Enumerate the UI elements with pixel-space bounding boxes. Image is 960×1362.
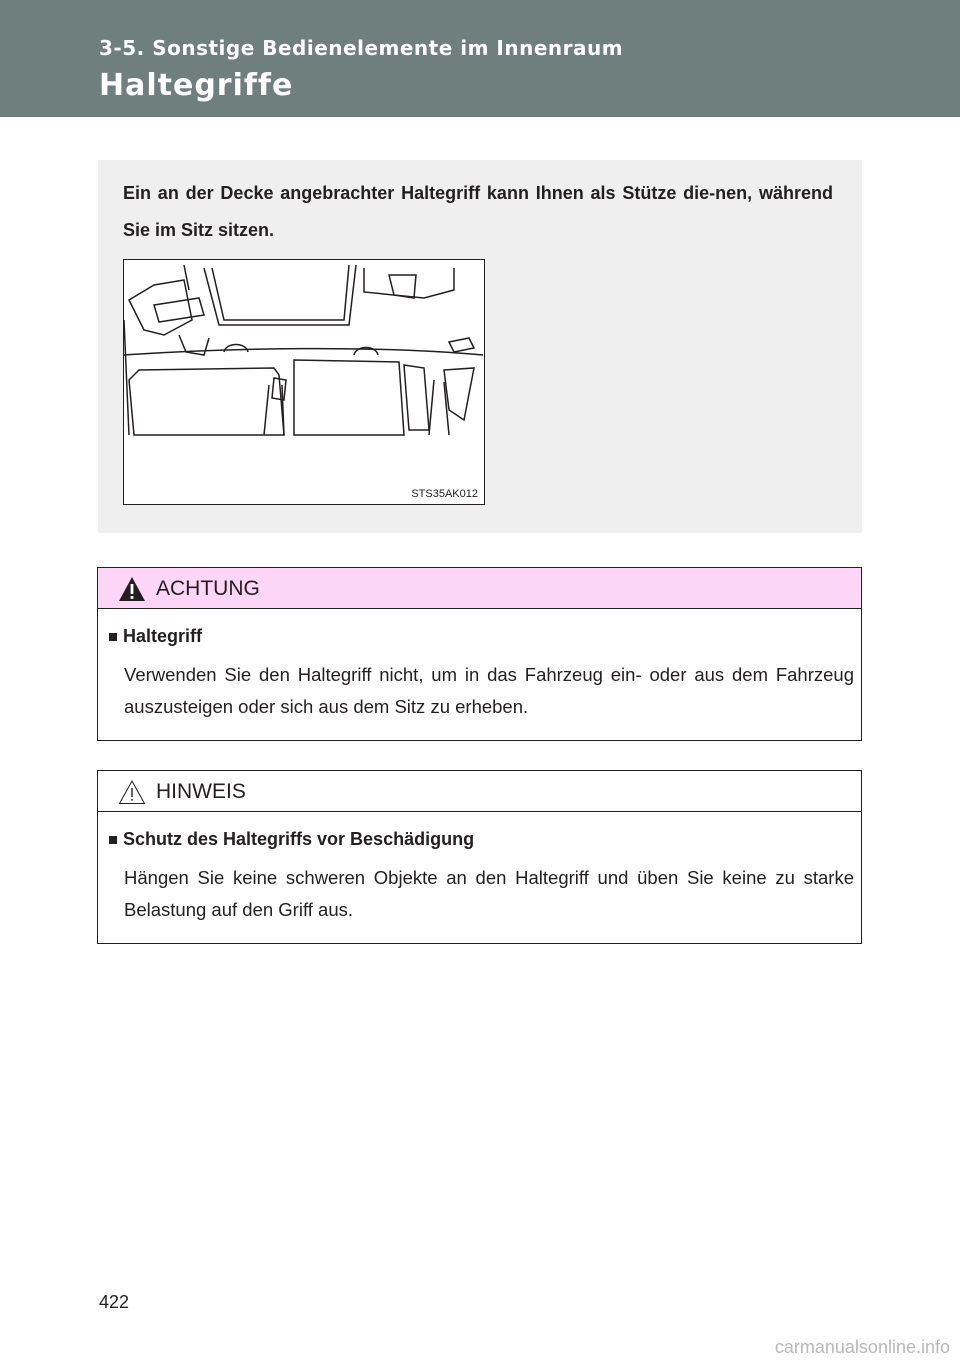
intro-text: Ein an der Decke angebrachter Haltegriff kann Ihnen als Stütze die-nen, während Sie im Sitz sitzen. [123,183,833,240]
notice-header [98,771,861,812]
page-title: Haltegriffe [99,68,294,103]
ceiling-illustration [124,260,483,503]
bullet-square-icon [109,633,117,641]
section-title: 3-5. Sonstige Bedienelemente im Innenraum [99,36,624,60]
caution-heading-row [109,626,202,647]
intro-box [98,160,862,533]
figure-code: STS35AK012 [411,488,478,500]
notice-box [97,770,862,944]
watermark: carmanualsonline.info [774,1337,950,1357]
notice-heading: Schutz des Haltegriffs vor Beschädigung [123,829,475,849]
caution-label: ACHTUNG [156,577,260,600]
caution-text: Verwenden Sie den Haltegriff nicht, um in das Fahrzeug ein- oder aus dem Fahrzeug auszusteigen oder sich aus dem Sitz zu erheben. [124,664,854,717]
page-number: 422 [99,1292,130,1312]
notice-heading-row [109,829,474,850]
caution-box [97,567,862,741]
interior-ceiling-figure [123,259,485,505]
caution-heading: Haltegriff [123,626,203,646]
page-header [0,0,960,117]
warning-triangle-outline-icon [118,779,146,805]
notice-label: HINWEIS [156,780,246,803]
caution-header [98,568,861,609]
warning-triangle-icon [118,576,146,602]
bullet-square-icon [109,836,117,844]
notice-text: Hängen Sie keine schweren Objekte an den Haltegriff und üben Sie keine zu starke Belastung auf den Griff aus. [124,867,854,920]
